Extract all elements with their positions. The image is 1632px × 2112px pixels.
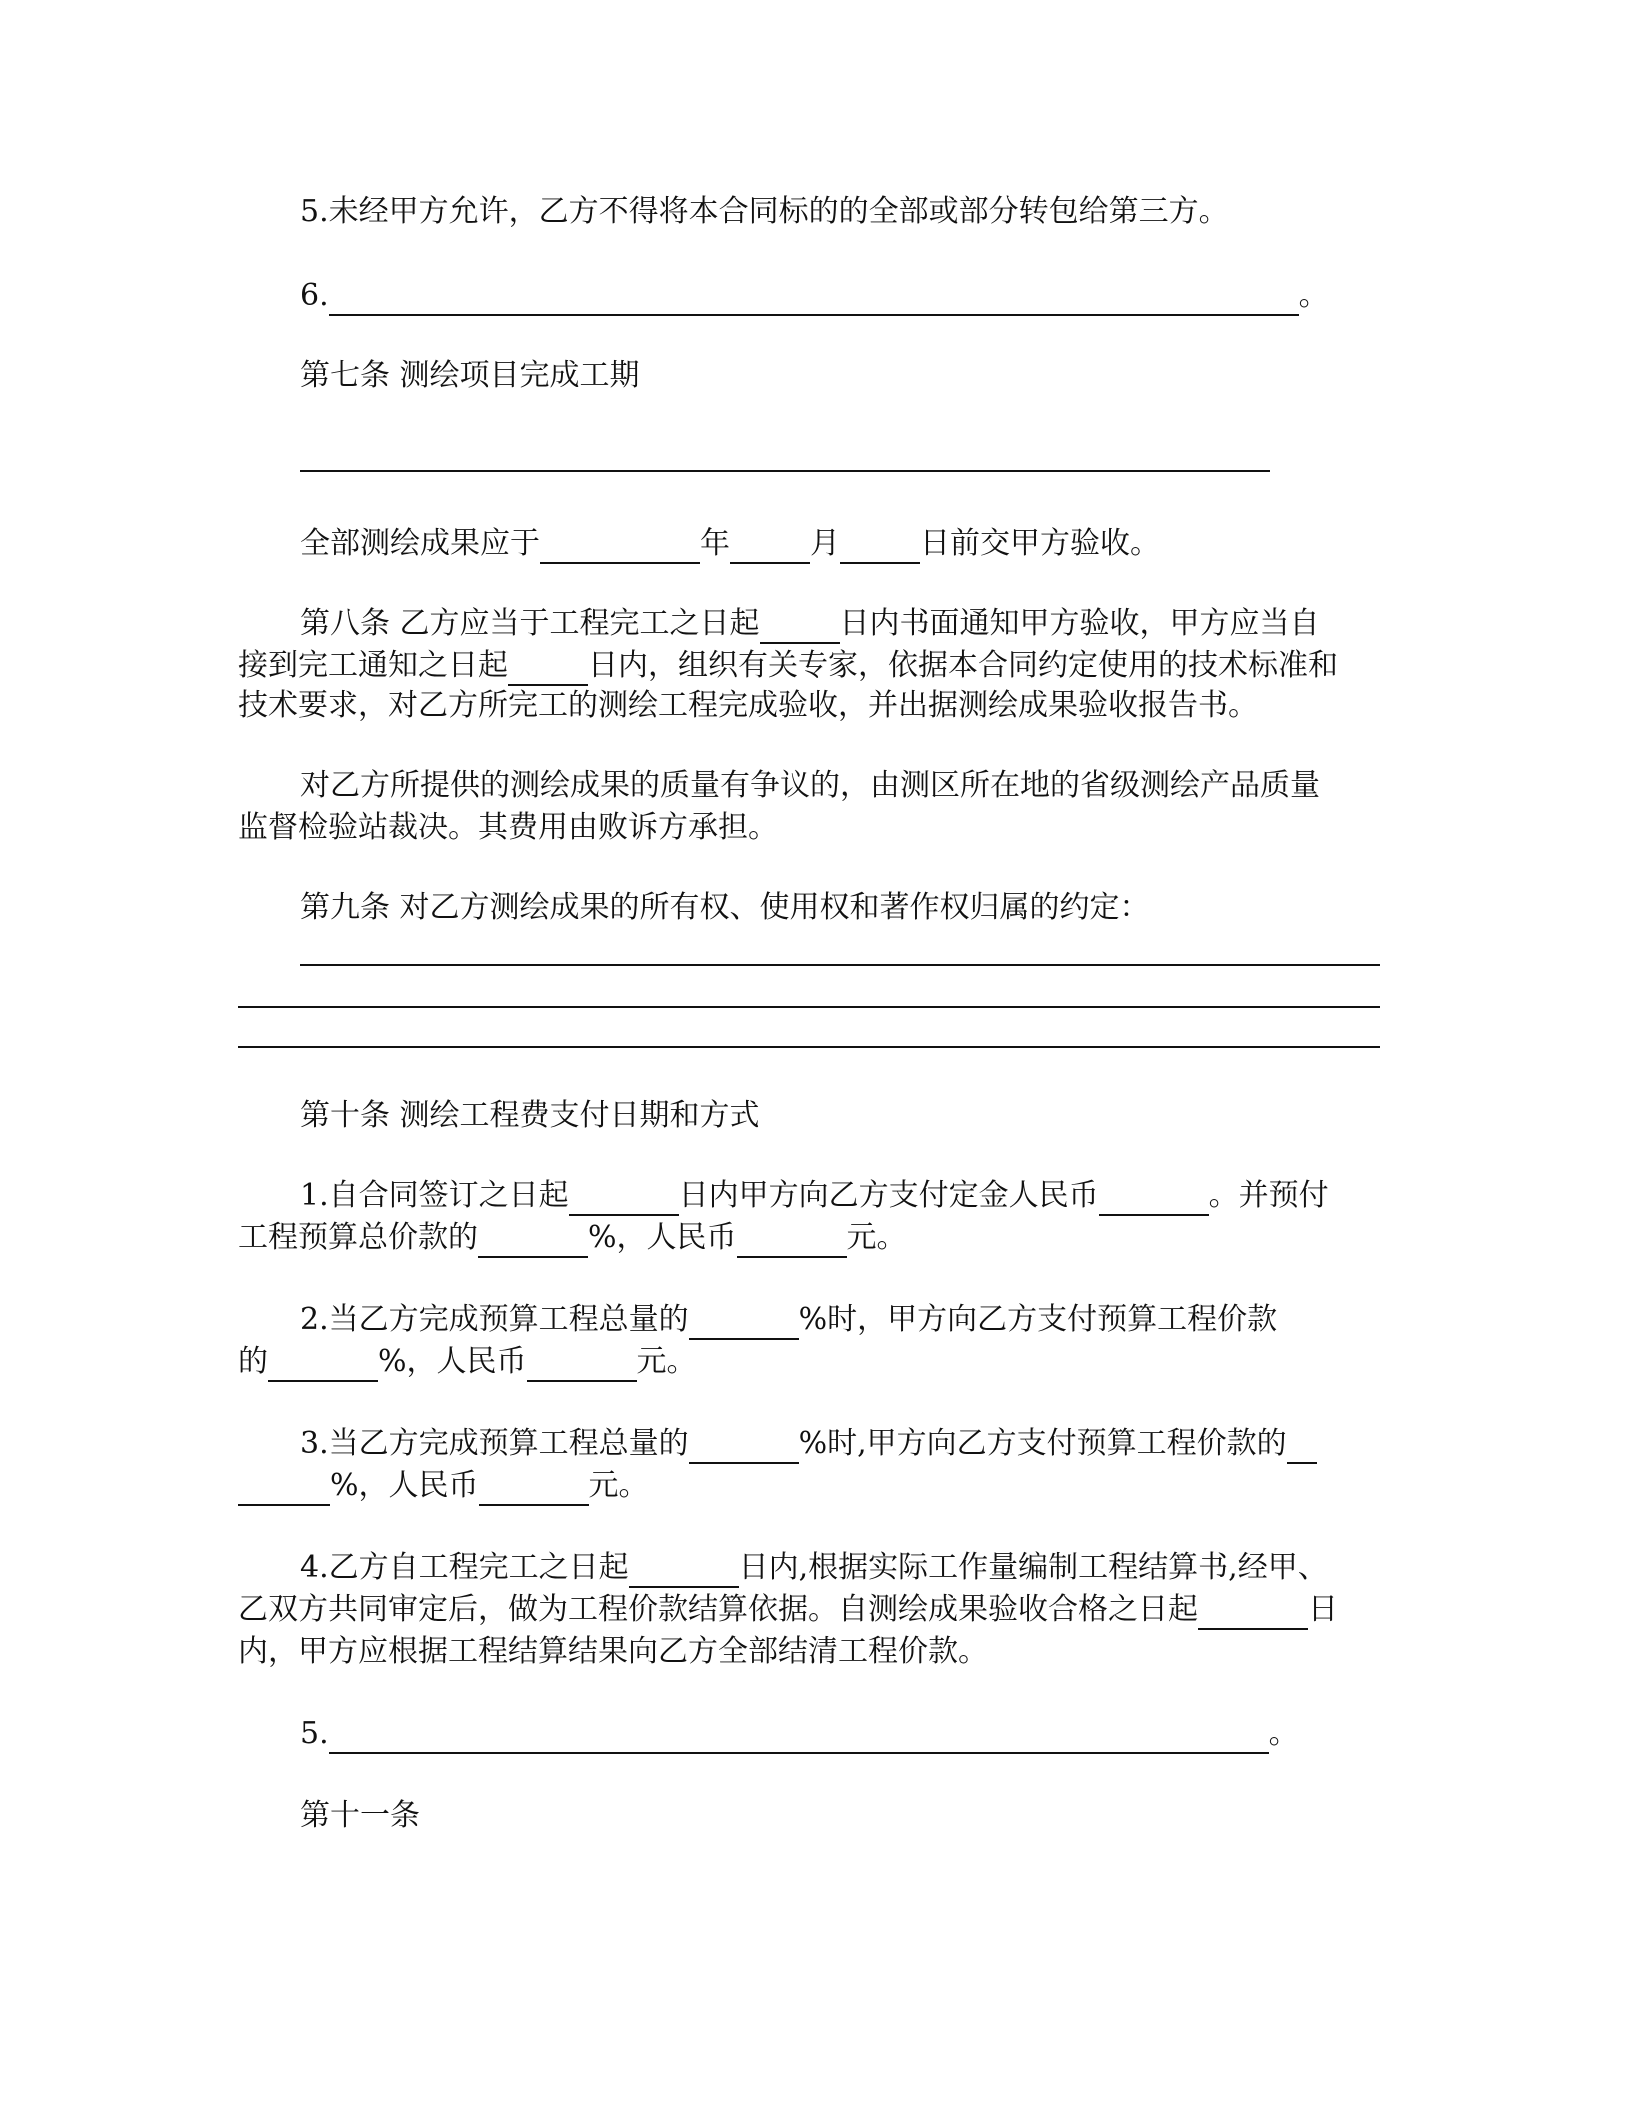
- dispute-text-2: 监督检验站裁决。其费用由败诉方承担。: [238, 810, 778, 845]
- article-9-blank-line-2: [238, 1006, 1380, 1008]
- delivery-day-blank: [840, 528, 920, 564]
- article-8-line-1: [300, 604, 1320, 644]
- payment-1-text-d: 工程预算总价款的: [238, 1220, 478, 1255]
- payment-2-line-1: [300, 1300, 1277, 1340]
- article-10-title-text: 第十条 测绘工程费支付日期和方式: [300, 1098, 760, 1133]
- payment-4-text-c: 乙双方共同审定后，做为工程价款结算依据。自测绘成果验收合格之日起: [238, 1592, 1198, 1627]
- payment-1-text-f: 元。: [846, 1220, 907, 1255]
- payment-3-text-c: %，人民币: [330, 1468, 479, 1503]
- article-8-blank-1: [760, 608, 840, 644]
- payment-2-volume-blank: [689, 1304, 799, 1340]
- delivery-date-paragraph: [300, 524, 1160, 564]
- delivery-year-blank: [540, 528, 700, 564]
- delivery-month-label: 月: [810, 526, 840, 561]
- payment-4-text-a: 4.乙方自工程完工之日起: [300, 1550, 629, 1585]
- payment-5-paragraph: [300, 1714, 1299, 1754]
- payment-2-text-a: 2.当乙方完成预算工程总量的: [300, 1302, 689, 1337]
- article-10-title: [300, 1096, 760, 1136]
- payment-3-line-2: [238, 1466, 649, 1506]
- payment-4-text-b: 日内,根据实际工作量编制工程结算书,经甲、: [738, 1550, 1328, 1585]
- item-5-text: 5.未经甲方允许，乙方不得将本合同标的的全部或部分转包给第三方。: [300, 194, 1229, 229]
- payment-1-line-1: [300, 1176, 1329, 1216]
- payment-3-percent-blank-end: [238, 1470, 330, 1506]
- payment-4-text-e: 内，甲方应根据工程结算结果向乙方全部结清工程价款。: [238, 1634, 988, 1669]
- delivery-year-label: 年: [700, 526, 730, 561]
- article-9-blank-line-3: [238, 1046, 1380, 1048]
- payment-5-prefix: 5.: [300, 1716, 329, 1751]
- payment-1-percent-blank: [478, 1222, 588, 1258]
- payment-4-settle-blank: [1198, 1594, 1308, 1630]
- article-7-title-text: 第七条 测绘项目完成工期: [300, 358, 640, 393]
- payment-3-percent-blank-start: [1287, 1428, 1317, 1464]
- payment-3-volume-blank: [689, 1428, 799, 1464]
- payment-4-line-2: [238, 1590, 1338, 1630]
- article-8-text-a: 第八条 乙方应当于工程完工之日起: [300, 606, 760, 641]
- article-8-text-d: 日内，组织有关专家，依据本合同约定使用的技术标准和: [588, 648, 1338, 683]
- dispute-line-1: [300, 766, 1320, 806]
- item-6-paragraph: [300, 276, 1329, 316]
- payment-1-days-blank: [569, 1180, 679, 1216]
- article-11-title-text: 第十一条: [300, 1798, 420, 1833]
- payment-2-line-2: [238, 1342, 697, 1382]
- payment-2-text-c: 的: [238, 1344, 268, 1379]
- payment-1-text-c: 。并预付: [1208, 1178, 1329, 1213]
- delivery-month-blank: [730, 528, 810, 564]
- payment-3-line-1: [300, 1424, 1317, 1464]
- payment-2-text-b: %时，甲方向乙方支付预算工程价款: [798, 1302, 1278, 1337]
- payment-5-suffix: 。: [1268, 1716, 1299, 1751]
- article-7-blank-line: [300, 470, 1270, 472]
- payment-1-deposit-blank: [1099, 1180, 1209, 1216]
- dispute-line-2: [238, 808, 778, 848]
- payment-2-text-d: %，人民币: [378, 1344, 527, 1379]
- payment-2-amount-blank: [527, 1346, 637, 1382]
- delivery-text-a: 全部测绘成果应于: [300, 526, 540, 561]
- item-6-suffix: 。: [1298, 278, 1329, 313]
- article-11-title: [300, 1796, 420, 1836]
- payment-4-days-blank: [629, 1552, 739, 1588]
- payment-3-amount-blank: [479, 1470, 589, 1506]
- payment-1-line-2: [238, 1218, 907, 1258]
- article-8-line-2: [238, 646, 1338, 686]
- article-9-title-text: 第九条 对乙方测绘成果的所有权、使用权和著作权归属的约定：: [300, 890, 1150, 925]
- payment-1-text-e: %，人民币: [588, 1220, 737, 1255]
- item-6-prefix: 6.: [300, 278, 329, 313]
- item-5-paragraph: [300, 192, 1229, 232]
- payment-1-text-b: 日内甲方向乙方支付定金人民币: [678, 1178, 1099, 1213]
- payment-4-line-1: [300, 1548, 1328, 1588]
- article-7-title: [300, 356, 640, 396]
- payment-1-text-a: 1.自合同签订之日起: [300, 1178, 569, 1213]
- article-8-blank-2: [508, 650, 588, 686]
- article-9-title: [300, 888, 1150, 928]
- article-8-text-b: 日内书面通知甲方验收，甲方应当自: [839, 606, 1320, 641]
- payment-3-text-d: 元。: [588, 1468, 649, 1503]
- article-8-text-c: 接到完工通知之日起: [238, 648, 508, 683]
- payment-2-text-e: 元。: [636, 1344, 697, 1379]
- dispute-text-1: 对乙方所提供的测绘成果的质量有争议的，由测区所在地的省级测绘产品质量: [300, 768, 1320, 803]
- article-8-line-3: [238, 686, 1258, 726]
- payment-1-amount-blank: [737, 1222, 847, 1258]
- item-6-blank: [329, 280, 1299, 316]
- payment-4-line-3: [238, 1632, 988, 1672]
- payment-3-text-a: 3.当乙方完成预算工程总量的: [300, 1426, 689, 1461]
- payment-2-percent-blank: [268, 1346, 378, 1382]
- payment-3-text-b: %时,甲方向乙方支付预算工程价款的: [798, 1426, 1287, 1461]
- payment-4-text-d: 日: [1308, 1592, 1338, 1627]
- article-9-blank-line-1: [300, 964, 1380, 966]
- delivery-text-b: 日前交甲方验收。: [920, 526, 1160, 561]
- article-8-text-e: 技术要求，对乙方所完工的测绘工程完成验收，并出据测绘成果验收报告书。: [238, 688, 1258, 723]
- payment-5-blank: [329, 1718, 1269, 1754]
